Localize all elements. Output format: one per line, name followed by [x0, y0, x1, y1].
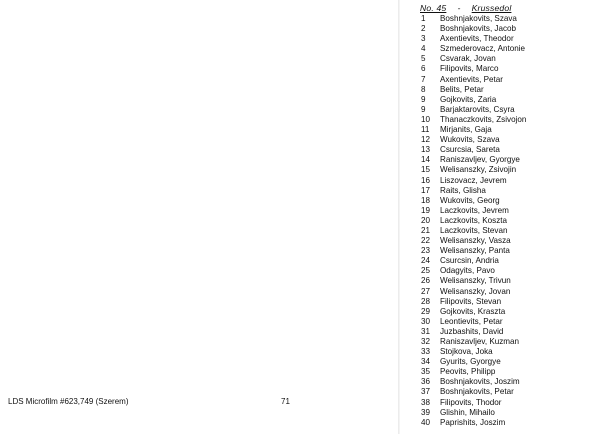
- entry-number: 7: [421, 74, 426, 84]
- entry-name: Axentievits, Petar: [440, 74, 503, 84]
- entry-name: Peovits, Philipp: [440, 367, 496, 377]
- entry-name: Wukovits, Szava: [440, 135, 500, 145]
- entry-name: Laczkovits, Stevan: [440, 225, 508, 235]
- entry-number: 2: [421, 24, 426, 34]
- entry-number: 32: [421, 337, 431, 346]
- list-item: [421, 196, 586, 206]
- list-item: [421, 186, 586, 196]
- entry-number: 1: [421, 14, 426, 23]
- entry-number: 10: [421, 114, 431, 124]
- page-number: 71: [281, 397, 290, 406]
- entry-number: 6: [421, 64, 426, 74]
- list-item: [421, 398, 586, 408]
- entry-name: Boshnjakovits, Joszim: [440, 377, 520, 387]
- list-item: [421, 226, 586, 236]
- list-item: [421, 216, 586, 226]
- entry-name: Paprishits, Joszim: [440, 417, 506, 427]
- entry-name: Stojkova, Joka: [440, 347, 493, 357]
- list-item: [421, 317, 586, 327]
- list-item: [421, 357, 586, 367]
- entry-number: 11: [421, 125, 430, 135]
- entry-name: Boshnjakovits, Jacob: [440, 24, 517, 34]
- entry-number: 5: [421, 54, 426, 64]
- entry-number: 26: [421, 276, 431, 286]
- entry-number: 40: [421, 417, 431, 427]
- header-separator: -: [457, 3, 461, 13]
- entry-name: Belits, Petar: [440, 84, 484, 94]
- entry-name: Odagyits, Pavo: [440, 266, 495, 276]
- list-item: [421, 135, 586, 145]
- list-item: [421, 307, 586, 317]
- list-item: [421, 155, 586, 165]
- list-item: [421, 145, 586, 155]
- entry-name: Raniszavljev, Gyorgye: [440, 155, 520, 165]
- entry-number: 14: [421, 155, 431, 165]
- list-item: [421, 75, 586, 85]
- entry-name: Filipovits, Marco: [440, 64, 499, 74]
- list-item: [421, 206, 586, 216]
- list-item: [421, 85, 586, 95]
- list-item: [421, 337, 586, 347]
- entry-name: Boshnjakovits, Szava: [440, 14, 517, 23]
- entry-name: Szmederovacz, Antonie: [440, 44, 526, 54]
- entry-name: Liszovacz, Jevrem: [440, 175, 507, 185]
- entry-name: Leontievits, Petar: [440, 316, 503, 326]
- entry-name: Csvarak, Jovan: [440, 54, 496, 64]
- entry-number: 8: [421, 84, 426, 94]
- entry-number: 36: [421, 377, 431, 387]
- entry-name: Raits, Glisha: [440, 185, 486, 195]
- entry-number: 19: [421, 205, 431, 215]
- list-item: [421, 408, 586, 418]
- list-item: [421, 64, 586, 74]
- list-item: [421, 54, 586, 64]
- list-header: [420, 3, 511, 14]
- entry-name: Raniszavljev, Kuzman: [440, 337, 520, 346]
- entry-name: Welisanszky, Zsivojin: [440, 165, 517, 175]
- entry-number: 35: [421, 367, 431, 377]
- name-list: [421, 14, 586, 428]
- entry-name: Boshnjakovits, Petar: [440, 387, 514, 397]
- list-item: [421, 24, 586, 34]
- entry-number: 28: [421, 296, 431, 306]
- list-item: [421, 44, 586, 54]
- list-item: [421, 327, 586, 337]
- entry-name: Csurcsin, Andria: [440, 256, 499, 266]
- header-place: Krussedol: [471, 3, 512, 13]
- entry-name: Csurcsia, Sareta: [440, 145, 500, 155]
- entry-name: Thanaczkovits, Zsivojon: [440, 114, 527, 124]
- entry-name: Mirjanits, Gaja: [440, 125, 492, 135]
- entry-number: 22: [421, 236, 431, 246]
- list-item: [421, 105, 586, 115]
- entry-name: Gyurits, Gyorgye: [440, 357, 501, 367]
- list-item: [421, 418, 586, 428]
- entry-name: Juzbashits, David: [440, 326, 504, 336]
- entry-name: Glishin, Mihailo: [440, 407, 495, 417]
- list-item: [421, 347, 586, 357]
- list-item: [421, 115, 586, 125]
- entry-name: Gojkovits, Kraszta: [440, 306, 506, 316]
- entry-name: Wukovits, Georg: [440, 195, 500, 205]
- list-item: [421, 34, 586, 44]
- source-citation: LDS Microfilm #623,749 (Szerem): [8, 397, 129, 406]
- entry-number: 16: [421, 175, 431, 185]
- entry-number: 29: [421, 306, 431, 316]
- entry-name: Welisanszky, Jovan: [440, 286, 511, 296]
- list-item: [421, 297, 586, 307]
- entry-number: 12: [421, 135, 431, 145]
- list-item: [421, 14, 586, 24]
- list-item: [421, 95, 586, 105]
- entry-number: 34: [421, 357, 431, 367]
- list-item: [421, 236, 586, 246]
- entry-number: 13: [421, 145, 431, 155]
- entry-number: 39: [421, 407, 431, 417]
- entry-name: Laczkovits, Koszta: [440, 215, 508, 225]
- entry-number: 23: [421, 246, 431, 256]
- entry-number: 9: [421, 94, 426, 104]
- entry-name: Welisanszky, Panta: [440, 246, 510, 256]
- list-item: [421, 125, 586, 135]
- entry-number: 3: [421, 34, 426, 44]
- entry-number: 25: [421, 266, 431, 276]
- entry-number: 20: [421, 215, 431, 225]
- list-item: [421, 276, 586, 286]
- entry-number: 30: [421, 316, 431, 326]
- entry-number: 31: [421, 326, 431, 336]
- list-item: [421, 266, 586, 276]
- list-item: [421, 176, 586, 186]
- list-item: [421, 256, 586, 266]
- right-page: [400, 0, 590, 434]
- entry-name: Laczkovits, Jevrem: [440, 205, 509, 215]
- entry-number: 37: [421, 387, 431, 397]
- entry-number: 27: [421, 286, 431, 296]
- list-item: [421, 287, 586, 297]
- entry-number: 15: [421, 165, 431, 175]
- entry-name: Filipovits, Thodor: [440, 397, 502, 407]
- entry-number: 4: [421, 44, 426, 54]
- entry-number: 21: [421, 225, 431, 235]
- entry-name: Barjaktarovits, Csyra: [440, 104, 515, 114]
- entry-number: 9: [421, 104, 426, 114]
- entry-name: Axentievits, Theodor: [440, 34, 514, 44]
- entry-name: Welisanszky, Vasza: [440, 236, 511, 246]
- list-item: [421, 377, 586, 387]
- entry-name: Filipovits, Stevan: [440, 296, 502, 306]
- entry-name: Welisanszky, Trivun: [440, 276, 511, 286]
- entry-number: 17: [421, 185, 431, 195]
- entry-number: 33: [421, 347, 431, 357]
- entry-name: Gojkovits, Zaria: [440, 94, 497, 104]
- header-number: No. 45: [420, 3, 447, 13]
- list-item: [421, 387, 586, 397]
- entry-number: 38: [421, 397, 431, 407]
- entry-number: 24: [421, 256, 431, 266]
- list-item: [421, 367, 586, 377]
- entry-number: 18: [421, 195, 431, 205]
- list-item: [421, 246, 586, 256]
- list-item: [421, 165, 586, 175]
